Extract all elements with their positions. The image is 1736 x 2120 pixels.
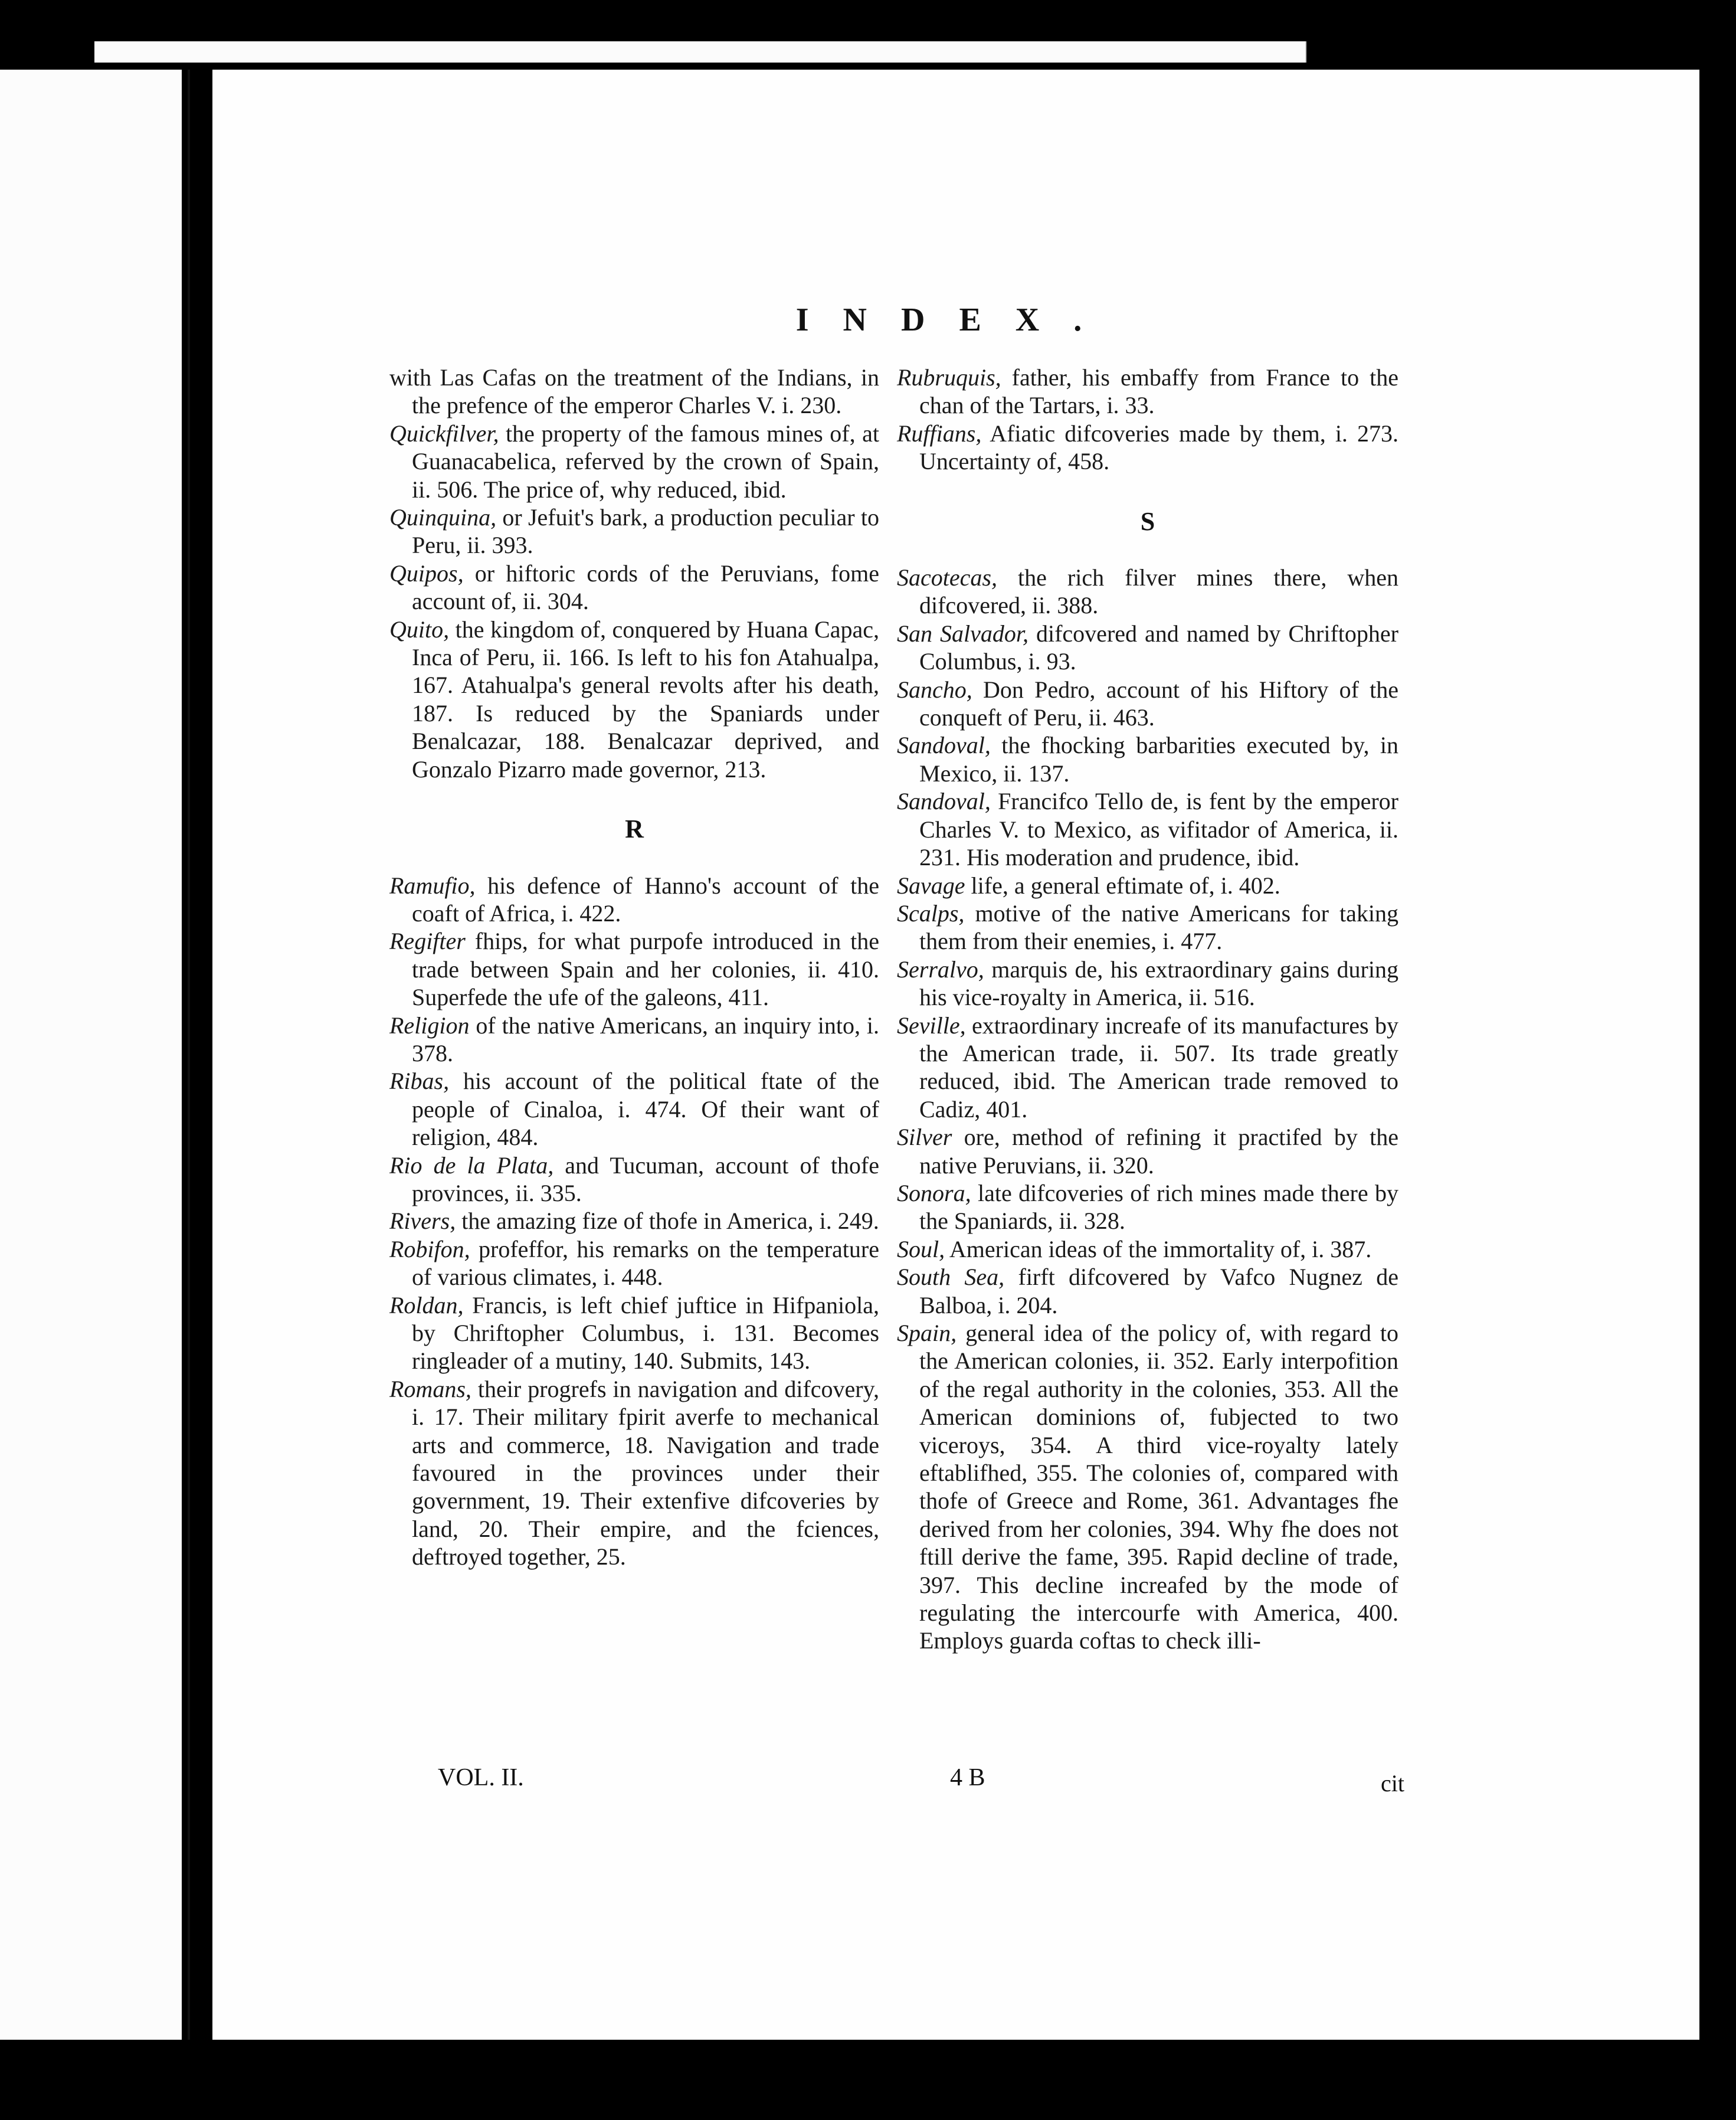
index-entry (389, 1151, 879, 1208)
index-term: Roldan, (389, 1291, 464, 1319)
signature-mark: 4 B (950, 1764, 985, 1791)
index-term: Ruffians, (897, 420, 982, 447)
index-text: or Jefuit's bark, a production peculiar to Peru, ii. 393. (412, 504, 879, 559)
index-term: Sancho, (897, 676, 972, 703)
index-entry (389, 1235, 879, 1291)
index-text: the rich filver mines there, when difcovered, ii. 388. (919, 564, 1398, 619)
index-text: his account of the political ftate of the people of Cinaloa, i. 474. Of their want of religion, 484. (412, 1068, 879, 1151)
index-term: Scalps, (897, 899, 965, 927)
index-term: Rubruquis, (897, 364, 1001, 391)
index-text: of the native Americans, an inquiry into, i. 378. (412, 1012, 879, 1066)
index-text: his defence of Hanno's account of the coaft of Africa, i. 422. (412, 872, 879, 927)
index-term: Sacotecas, (897, 564, 997, 591)
index-text: late difcoveries of rich mines made there by the Spaniards, ii. 328. (919, 1179, 1398, 1235)
section-letter-r: R (625, 814, 644, 844)
index-text: the kingdom of, conquered by Huana Capac, Inca of Peru, ii. 166. Is left to his fon Atahualpa, 167. Atahualpa's general revolts after his death, 187. Is reduced by the Spaniards under Benalcazar, 188. Benalcazar deprived, and Gonzalo Pizarro made governor, 213. (412, 616, 879, 783)
index-text: Afiatic difcoveries made by them, i. 273. Uncertainty of, 458. (919, 420, 1398, 475)
index-entry (897, 1012, 1398, 1124)
index-term: Quito, (389, 616, 450, 643)
index-entry (897, 1319, 1398, 1655)
index-text: extraordinary increafe of its manufactures by the American trade, ii. 507. Its trade greatly reduced, ibid. The American trade removed to Cadiz, 401. (919, 1012, 1398, 1123)
index-entry (389, 420, 879, 503)
index-term: Savage (897, 872, 965, 899)
q-entries (389, 420, 879, 783)
index-text: ore, method of refining it practifed by the native Peruvians, ii. 320. (919, 1124, 1398, 1179)
index-entry (389, 560, 879, 616)
continuation-entry: with Las Cafas on the treatment of the Indians, in the prefence of the emperor Charles V. i. 230. (389, 364, 879, 419)
index-text: the amazing fize of thofe in America, i. 249. (456, 1208, 879, 1235)
index-text: Francis, is left chief juftice in Hifpaniola, by Chriftopher Columbus, i. 131. Becomes ringleader of a mutiny, 140. Submits, 143. (412, 1291, 879, 1375)
r-entries-continued (897, 364, 1398, 476)
index-entry (897, 1179, 1398, 1235)
index-entry (389, 1291, 879, 1375)
index-text: life, a general eftimate of, i. 402. (965, 872, 1280, 899)
index-term: Sandoval, (897, 788, 991, 815)
index-text: motive of the native Americans for taking them from their enemies, i. 477. (919, 899, 1398, 955)
index-text: American ideas of the immortality of, i. 387. (945, 1235, 1372, 1262)
index-text: general idea of the policy of, with regard to the American colonies, ii. 352. Early interpofition of the regal authority in the colonies, 353. All the American dominions of, fubjected to two viceroys, 354. A third vice-royalty lately eftablifhed, 355. The colonies of, compared with thofe of Greece and Rome, 361. Advantages fhe derived from her colonies, 394. Why fhe does not ftill derive the fame, 395. Rapid decline of trade, 397. This decline increafed by the mode of regulating the intercourfe with America, 400. Employs guarda coftas to check illi- (919, 1320, 1398, 1654)
s-entries (897, 564, 1398, 1655)
index-entry (897, 1263, 1398, 1319)
index-entry (389, 1207, 879, 1235)
index-text: marquis de, his extraordinary gains during his vice-royalty in America, ii. 516. (919, 956, 1398, 1011)
r-entries (389, 872, 879, 1571)
index-page (212, 70, 1699, 2040)
index-text: difcovered and named by Chriftopher Columbus, i. 93. (919, 620, 1398, 675)
index-entry (897, 872, 1398, 899)
gutter-line (188, 70, 190, 2040)
index-text: firft difcovered by Vafco Nugnez de Balboa, i. 204. (919, 1264, 1398, 1319)
index-text: fhips, for what purpofe introduced in the trade between Spain and her colonies, ii. 410. Superfede the ufe of the galeons, 411. (412, 928, 879, 1011)
index-entry (897, 956, 1398, 1012)
index-entry (897, 899, 1398, 956)
index-term: Robifon, (389, 1235, 470, 1262)
index-term: Spain, (897, 1320, 957, 1346)
index-entry (897, 731, 1398, 787)
index-term: Religion (389, 1012, 470, 1039)
index-text: their progrefs in navigation and difcovery, i. 17. Their military fpirit averfe to mechanical arts and commerce, 18. Navigation and trade favoured in the provinces under their government, 19. Their extenfive difcoveries by land, 20. Their empire, and the fciences, deftroyed together, 25. (412, 1375, 879, 1571)
index-text: and Tucuman, account of thofe provinces, ii. 335. (412, 1151, 880, 1206)
index-term: Serralvo, (897, 956, 984, 983)
index-entry (897, 1123, 1398, 1179)
index-term: Quipos, (389, 560, 464, 587)
page-header: INDEX. (795, 302, 1116, 338)
index-term: Regifter (389, 928, 466, 955)
index-entry (389, 927, 879, 1011)
index-entry (389, 503, 879, 560)
index-term: Silver (897, 1124, 952, 1151)
back-page-strip (94, 41, 1306, 63)
index-term: Quickfilver, (389, 420, 499, 447)
index-term: Soul, (897, 1235, 945, 1262)
index-term: Sonora, (897, 1179, 971, 1206)
index-entry (897, 1235, 1398, 1263)
index-text: or hiftoric cords of the Peruvians, fome account of, ii. 304. (412, 560, 879, 615)
index-entry (897, 620, 1398, 676)
index-text: father, his embaffy from France to the chan of the Tartars, i. 33. (919, 364, 1398, 419)
index-entry (897, 676, 1398, 732)
index-term: Rivers, (389, 1208, 456, 1235)
index-text: Don Pedro, account of his Hiftory of the conqueft of Peru, ii. 463. (919, 676, 1398, 731)
index-term: Seville, (897, 1012, 966, 1039)
left-column (389, 364, 879, 1571)
index-text: profeffor, his remarks on the temperature of various climates, i. 448. (412, 1235, 879, 1291)
index-entry (389, 616, 879, 783)
right-column (897, 364, 1398, 1655)
index-text: Francifco Tello de, is fent by the emperor Charles V. to Mexico, as vifitador of America, ii. 231. His moderation and prudence, ibid. (919, 788, 1398, 871)
index-entry (897, 564, 1398, 620)
index-term: Romans, (389, 1375, 471, 1402)
index-text: the property of the famous mines of, at Guanacabelica, referved by the crown of Spain, ii. 506. The price of, why reduced, ibid. (412, 420, 879, 503)
index-term: Ribas, (389, 1068, 450, 1095)
volume-label: VOL. II. (438, 1764, 524, 1791)
index-term: Rio de la Plata, (389, 1151, 554, 1179)
index-entry (897, 787, 1398, 871)
index-entry (897, 364, 1398, 420)
section-letter-s: S (1140, 506, 1155, 536)
index-entry (389, 872, 879, 928)
index-entry (389, 1012, 879, 1068)
index-term: Ramufio, (389, 872, 476, 899)
index-term: San Salvador, (897, 620, 1029, 647)
catchword: cit (1381, 1770, 1404, 1797)
index-entry (389, 1375, 879, 1571)
index-entry (389, 1067, 879, 1151)
index-term: Sandoval, (897, 732, 991, 759)
index-term: Quinquina, (389, 504, 497, 531)
index-entry (897, 420, 1398, 476)
index-term: South Sea, (897, 1264, 1005, 1291)
index-text: the fhocking barbarities executed by, in Mexico, ii. 137. (919, 732, 1398, 787)
left-page-edge (0, 70, 182, 2040)
